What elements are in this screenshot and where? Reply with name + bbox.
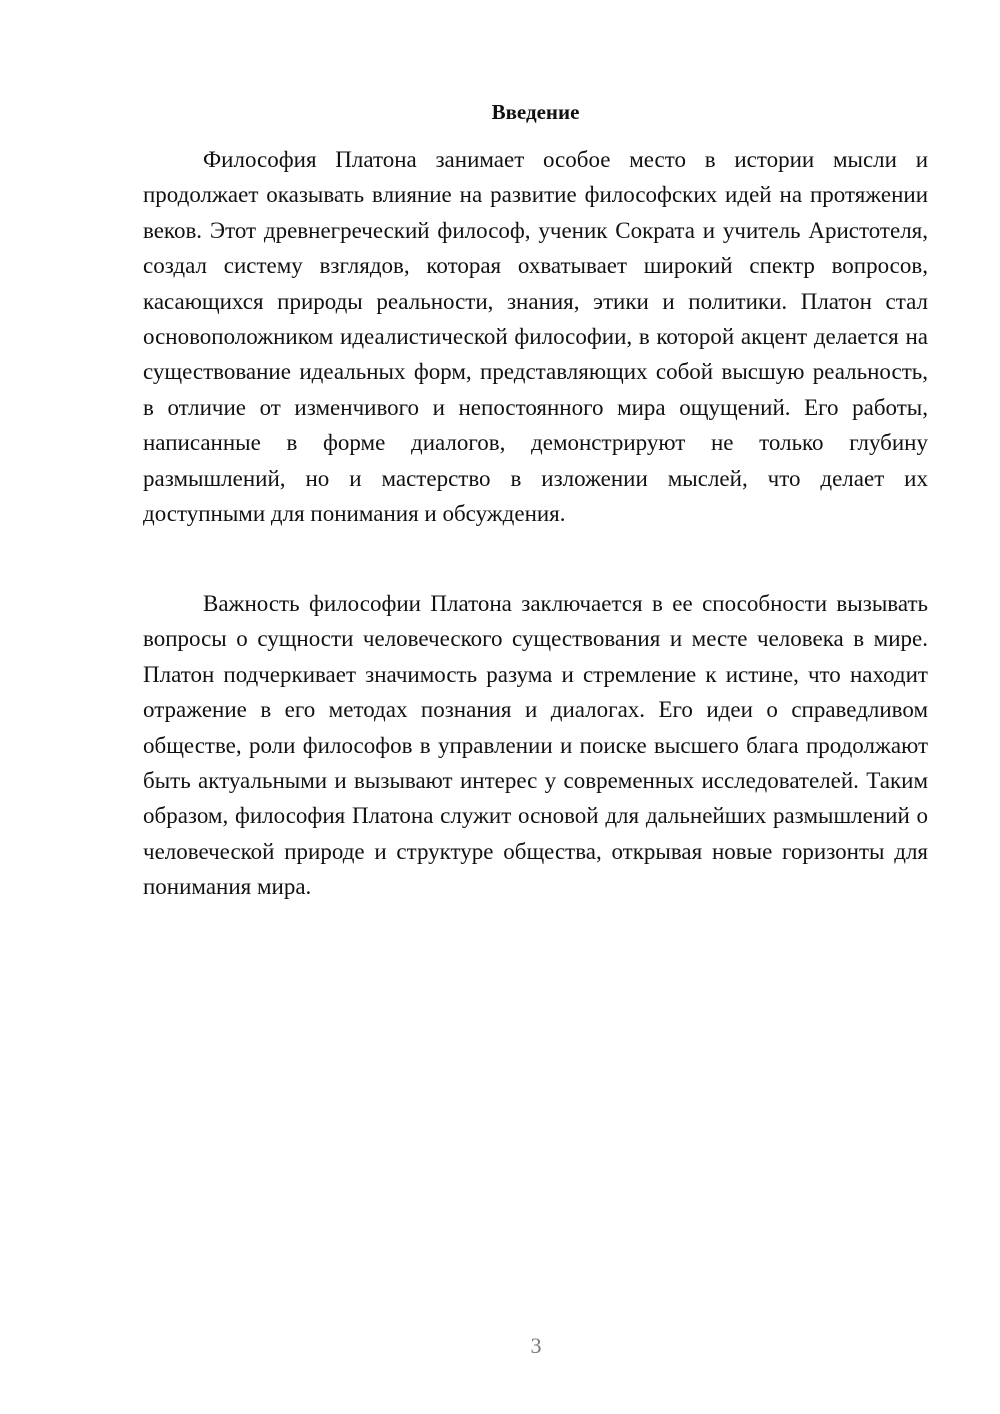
page-number: 3 <box>530 1333 542 1358</box>
paragraph-2: Важность философии Платона заключается в ее способности вызывать вопросы о сущности человеческого существования и месте человека в мире. Платон подчеркивает значимость разума и стремление к истине, что находит отражение в его методах познания и диалогах. Его идеи о справедливом обществе, роли философов в управлении и поиске высшего блага продолжают быть актуальными и вызывают интерес у современных исследователей. Таким образом, философия Платона служит основой для дальнейших размышлений о человеческой природе и структуре общества, открывая новые горизонты для понимания мира. <box>143 591 928 900</box>
section-title: Введение <box>491 100 580 124</box>
paragraph-1: Философия Платона занимает особое место в истории мысли и продолжает оказывать влияние на развитие философских идей на протяжении веков. Этот древнегреческий философ, ученик Сократа и учитель Аристотеля, создал систему взглядов, которая охватывает широкий спектр вопросов, касающихся природы реальности, знания, этики и политики. Платон стал основоположником идеалистической философии, в которой акцент делается на существование идеальных форм, представляющих собой высшую реальность, в отличие от изменчивого и непостоянного мира ощущений. Его работы, написанные в форме диалогов, демонстрируют не только глубину размышлений, но и мастерство в изложении мыслей, что делает их доступными для понимания и обсуждения. <box>143 147 928 527</box>
